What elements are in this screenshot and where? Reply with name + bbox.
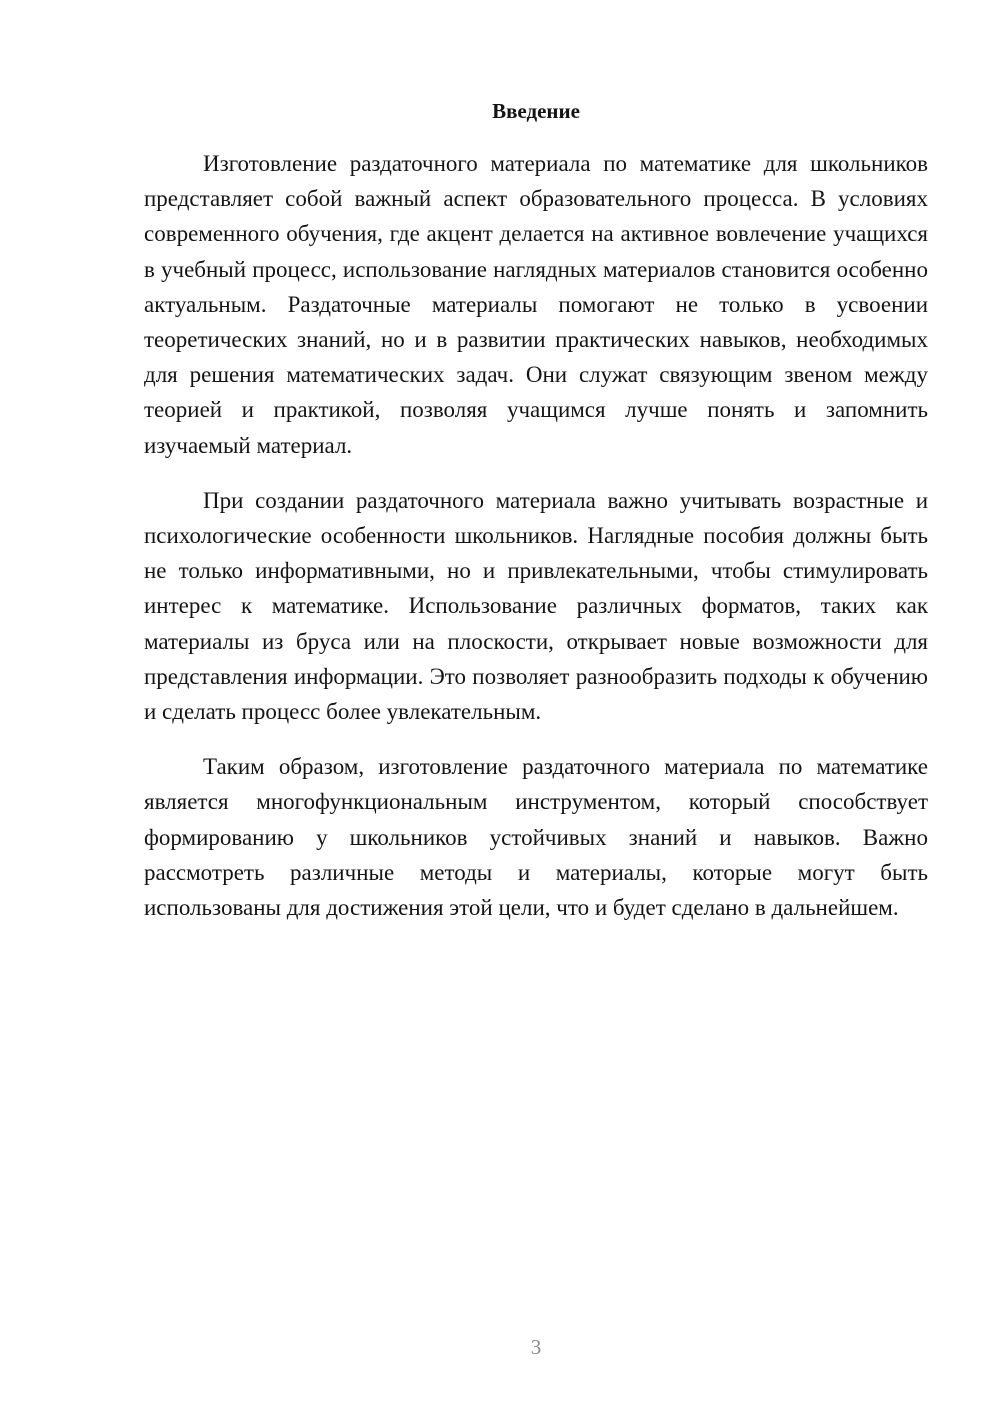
page-number: 3 xyxy=(530,1335,542,1359)
paragraph-3: Таким образом, изготовление раздаточного материала по математике является многофункциональным инструментом, который способствует формированию у школьников устойчивых знаний и навыков. Важно рассмотреть различные методы и материалы, которые могут быть использованы для достижения этой цели, что и будет сделано в дальнейшем. xyxy=(144,754,928,921)
paragraph-2: При создании раздаточного материала важно учитывать возрастные и психологические особенности школьников. Наглядные пособия должны быть не только информативными, но и привлекательными, чтобы стимулировать интерес к математике. Использование различных форматов, таких как материалы из бруса или на плоскости, открывает новые возможности для представления информации. Это позволяет разнообразить подходы к обучению и сделать процесс более увлекательным. xyxy=(144,487,928,725)
paragraph-1: Изготовление раздаточного материала по математике для школьников представляет собой важный аспект образовательного процесса. В условиях современного обучения, где акцент делается на активное вовлечение учащихся в учебный процесс, использование наглядных материалов становится особенно актуальным. Раздаточные материалы помогают не только в усвоении теоретических знаний, но и в развитии практических навыков, необходимых для решения математических задач. Они служат связующим звеном между теорией и практикой, позволяя учащимся лучше понять и запомнить изучаемый материал. xyxy=(144,151,928,458)
section-title: Введение xyxy=(492,99,580,123)
page-content xyxy=(144,96,928,945)
